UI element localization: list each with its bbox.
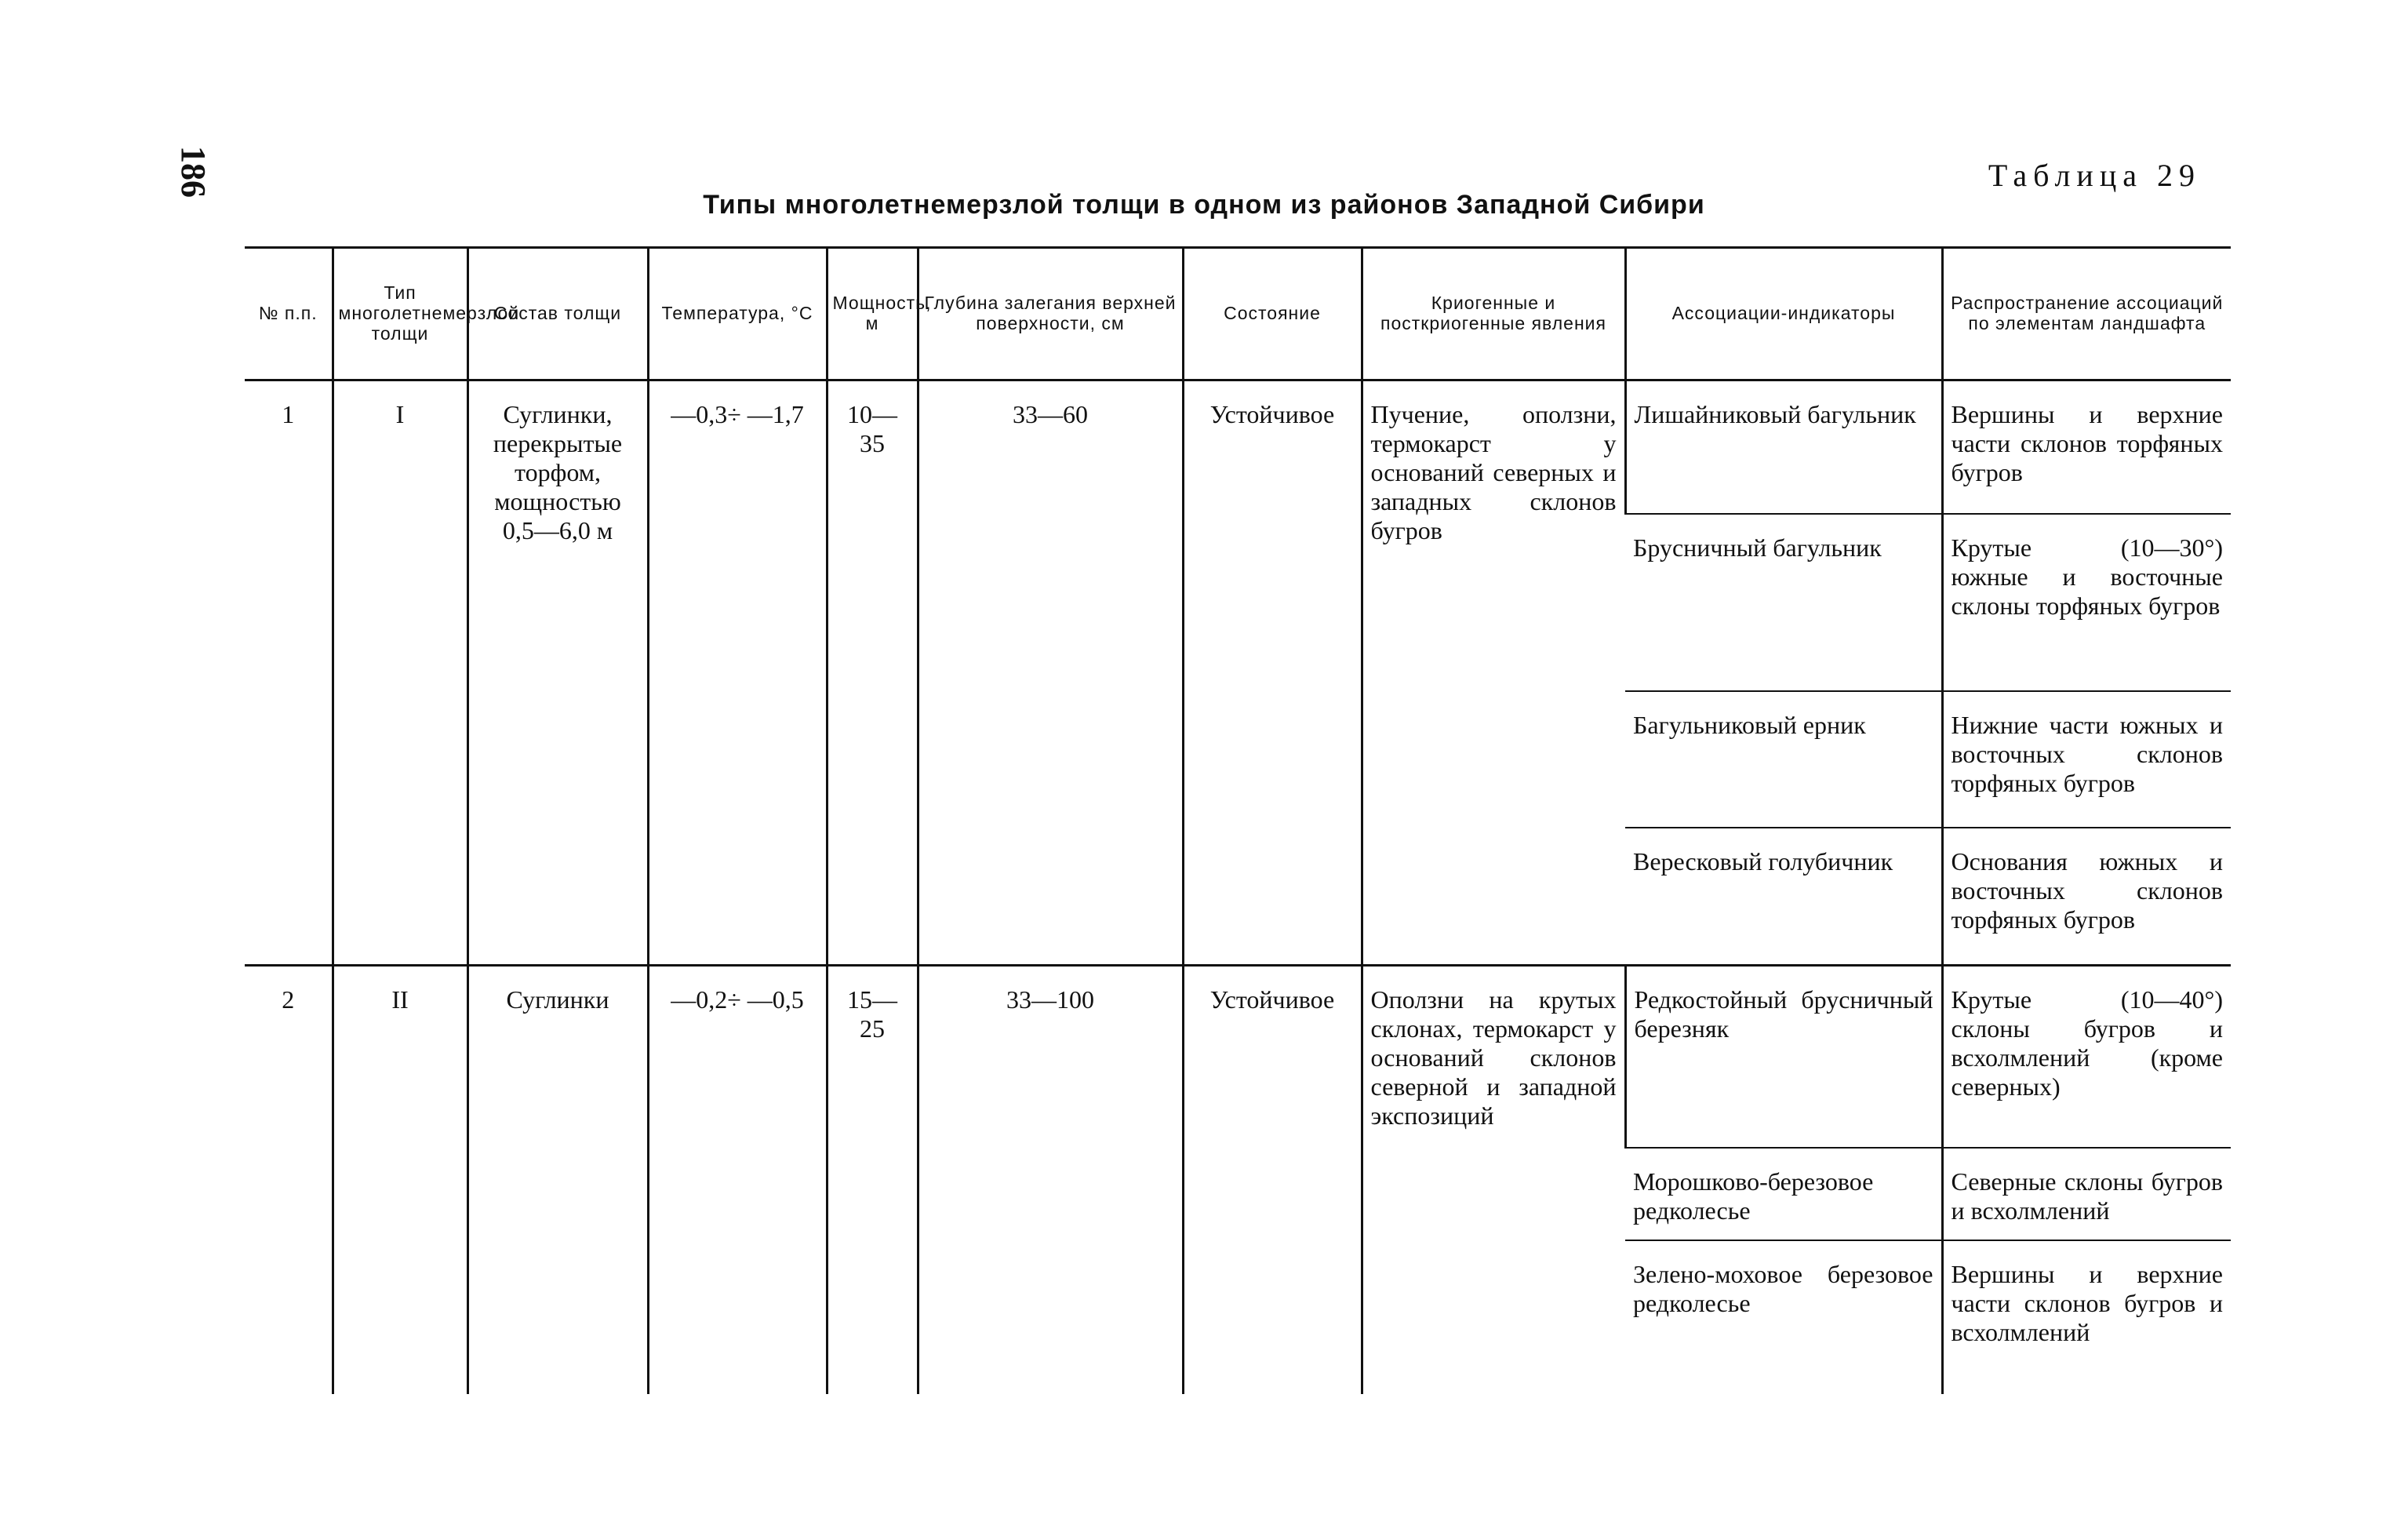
indicator-cell: Брусничный багульник (1625, 514, 1942, 691)
temperature-cell: —0,3÷ —1,7 (648, 380, 827, 966)
column-header-temperature: Температура, °С (648, 248, 827, 380)
distribution-cell: Крутые (10—30°) южные и восточные склоны торфяных бугров (1942, 514, 2231, 691)
column-header-type: Тип многолетнемерзлой толщи (333, 248, 467, 380)
permafrost-types-table (245, 246, 2231, 1394)
indicator-cell: Морошково-березовое редколесье (1625, 1148, 1942, 1240)
phenomena-cell: Пучение, оползни, термокарст у оснований северных и западных склонов бугров (1362, 380, 1625, 966)
header-row (245, 248, 2231, 380)
distribution-cell: Вершины и верхние части склонов бугров и всхолмлений (1942, 1240, 2231, 1394)
distribution-cell: Нижние части южных и восточных склонов торфяных бугров (1942, 691, 2231, 828)
distribution-cell: Вершины и верхние части склонов торфяных бугров (1942, 380, 2231, 514)
distribution-cell: Основания южных и восточных склонов торфяных бугров (1942, 828, 2231, 966)
depth-cell: 33—60 (918, 380, 1183, 966)
distribution-cell: Крутые (10—40°) склоны бугров и всхолмлений (кроме северных) (1942, 966, 2231, 1148)
thickness-cell: 10—35 (827, 380, 918, 966)
composition-cell: Суглинки (467, 966, 648, 1394)
column-header-indicators: Ассоциации-индикаторы (1625, 248, 1942, 380)
page-number: 186 (174, 146, 213, 198)
distribution-cell: Северные склоны бугров и всхолмлений (1942, 1148, 2231, 1240)
depth-cell: 33—100 (918, 966, 1183, 1394)
column-header-depth: Глубина залегания верхней поверхности, см (918, 248, 1183, 380)
temperature-cell: —0,2÷ —0,5 (648, 966, 827, 1394)
state-cell: Устойчивое (1183, 380, 1362, 966)
thickness-cell: 15—25 (827, 966, 918, 1394)
indicator-cell: Вересковый голубичник (1625, 828, 1942, 966)
state-cell: Устойчивое (1183, 966, 1362, 1394)
row-number: 1 (282, 400, 295, 428)
column-header-composition: Состав толщи (467, 248, 648, 380)
permafrost-type: I (333, 380, 467, 966)
indicator-cell: Зелено-моховое березовое редколесье (1625, 1240, 1942, 1394)
column-header-number: № п.п. (245, 248, 333, 380)
column-header-distribution: Распространение ассоциаций по элементам ландшафта (1942, 248, 2231, 380)
row-number: 2 (245, 966, 333, 1394)
permafrost-type: II (333, 966, 467, 1394)
column-header-state: Состояние (1183, 248, 1362, 380)
table-row (245, 966, 2231, 1148)
indicator-cell: Лишайниковый багульник (1625, 380, 1942, 514)
indicator-cell: Багульниковый ерник (1625, 691, 1942, 828)
table-title: Типы многолетнемерзлой толщи в одном из районов Западной Сибири (703, 190, 1705, 220)
composition-cell: Суглинки, перекрытые торфом, мощностью 0,5—6,0 м (467, 380, 648, 966)
column-header-thickness: Мощность, м (827, 248, 918, 380)
indicator-cell: Редкостойный брусничный березняк (1625, 966, 1942, 1148)
column-header-phenomena: Криогенные и посткриогенные явления (1362, 248, 1625, 380)
phenomena-cell: Оползни на крутых склонах, термокарст у оснований склонов северной и западной экспозиций (1362, 966, 1625, 1394)
table-row (245, 380, 2231, 514)
table-label: Таблица 29 (1988, 158, 2201, 193)
